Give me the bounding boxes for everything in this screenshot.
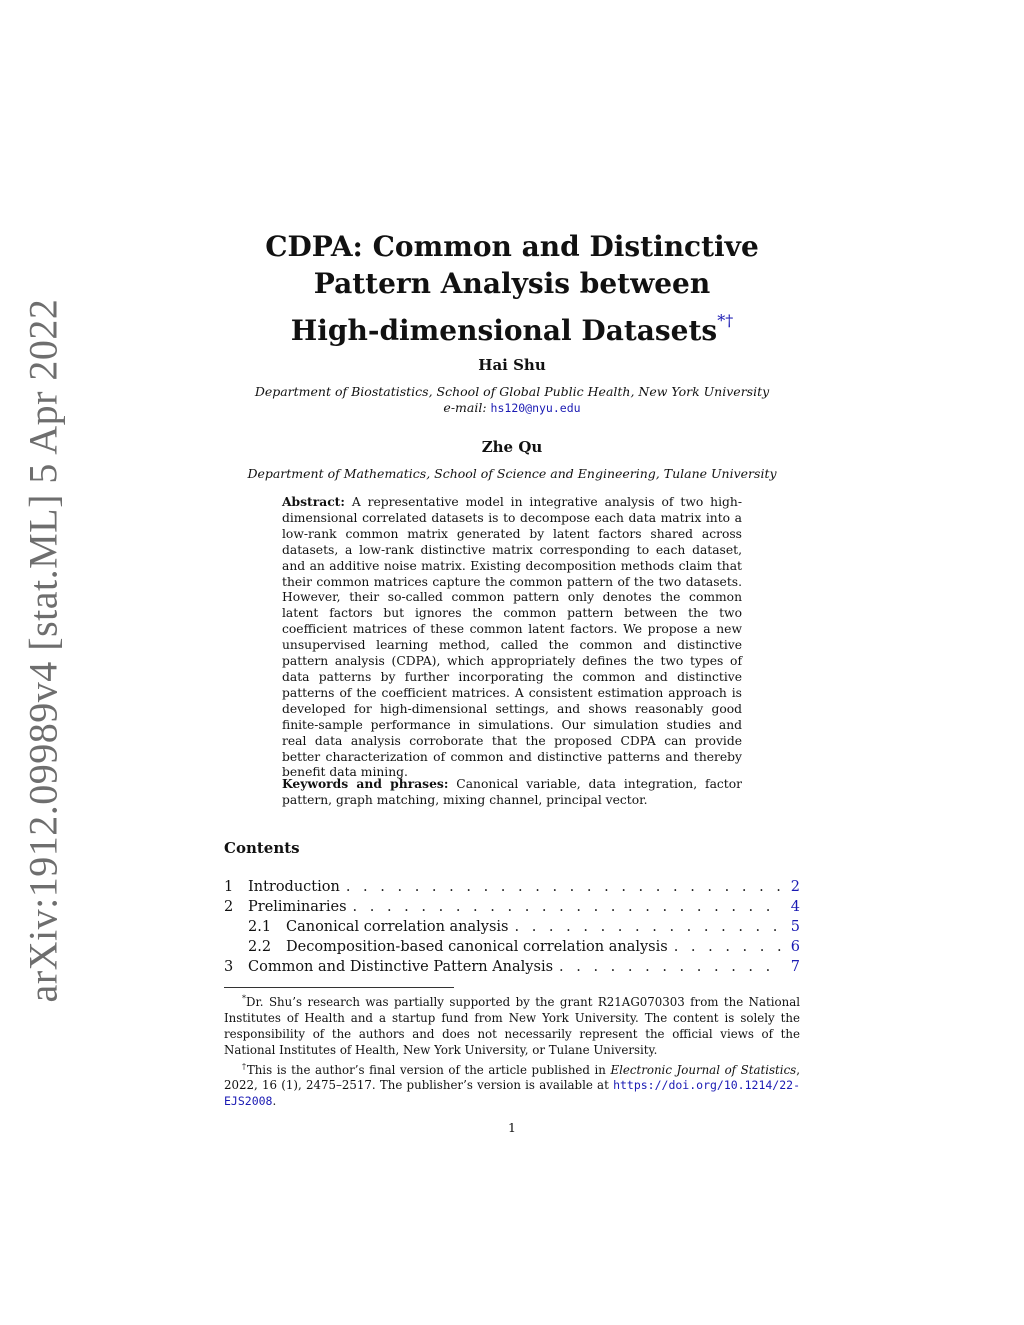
- author-name: Zhe Qu: [481, 438, 543, 456]
- email-label: e-mail:: [443, 400, 487, 415]
- author-email-link[interactable]: hs120@nyu.edu: [490, 401, 581, 415]
- toc-label: Introduction: [248, 879, 340, 895]
- footnote-mark: †: [242, 1061, 247, 1071]
- toc-leader: [559, 959, 782, 975]
- title-line-text: High-dimensional Datasets: [290, 314, 718, 347]
- toc-entry[interactable]: [224, 919, 800, 939]
- title-line: Pattern Analysis between: [313, 267, 711, 300]
- footnote-publication: [224, 1059, 800, 1111]
- toc-entry[interactable]: [224, 959, 800, 979]
- author-affiliation: Department of Biostatistics, School of Global Public Health, New York University: [254, 384, 770, 399]
- footnote-text: Dr. Shu’s research was partially supported by the grant R21AG070303 from the National Institutes of Health and a startup fund from New York University. The content is solely the responsibility of the authors and does not necessarily represent the official views of the National Institutes of Health, New York University, or Tulane University.: [224, 994, 800, 1057]
- author-affiliation: Department of Mathematics, School of Science and Engineering, Tulane University: [247, 466, 777, 481]
- arxiv-identifier: [18, 298, 68, 1002]
- toc-number: 3: [224, 959, 234, 975]
- paper-title: [200, 228, 824, 349]
- toc-page-link[interactable]: 5: [790, 919, 800, 935]
- toc-page-link[interactable]: 6: [790, 939, 800, 955]
- keywords-label: Keywords and phrases:: [282, 776, 449, 791]
- toc-page-link[interactable]: 7: [790, 959, 800, 975]
- toc-leader: [346, 879, 782, 895]
- contents-heading: Contents: [224, 839, 300, 857]
- toc-label: Decomposition-based canonical correlation analysis: [286, 939, 668, 955]
- keywords-text: Canonical variable, data integration, factor pattern, graph matching, mixing channel, principal vector.: [282, 777, 743, 807]
- toc-label: Common and Distinctive Pattern Analysis: [248, 959, 554, 975]
- title-footnote-marks[interactable]: *†: [717, 311, 734, 330]
- toc-page-link[interactable]: 2: [790, 879, 800, 895]
- arxiv-identifier-text: arXiv:1912.09989v4 [stat.ML] 5 Apr 2022: [20, 298, 66, 1002]
- journal-name: Electronic Journal of Statistics: [610, 1062, 797, 1077]
- author-name: Hai Shu: [478, 356, 546, 374]
- toc-number: 2: [224, 899, 234, 915]
- page-number: 1: [508, 1120, 516, 1135]
- footnote-funding: [224, 991, 800, 1059]
- abstract-text: A representative model in integrative analysis of two high-dimensional correlated datasets is to decompose each data matrix into a low-rank common matrix generated by latent factors shared across datasets, a low-rank distinctive matrix corresponding to each dataset, and an additive noise matrix. Existing decomposition methods claim that their common matrices capture the common pattern of the two datasets. However, their so-called common pattern only denotes the common latent factors but ignores the common pattern between the two coefficient matrices of these common latent factors. We propose a new unsupervised learning method, called the common and distinctive pattern analysis (CDPA), which appropriately defines the two types of data patterns by further incorporating the common and distinctive patterns of the coefficient matrices. A consistent estimation approach is developed for high-dimensional settings, and shows reasonably good finite-sample performance in simulations. Our simulation studies and real data analysis corroborate that the proposed CDPA can provide better characterization of common and distinctive patterns and thereby benefit data mining.: [282, 495, 742, 780]
- title-line: CDPA: Common and Distinctive: [265, 230, 759, 263]
- toc-leader: [674, 939, 782, 955]
- footnote-mark: *: [242, 994, 246, 1003]
- footnote-text: .: [272, 1094, 277, 1109]
- footnote-rule: [224, 987, 454, 988]
- footnote-text: This is the author’s final version of the article published in: [246, 1062, 611, 1077]
- toc-label: Preliminaries: [248, 899, 347, 915]
- toc-number: 1: [224, 879, 234, 895]
- abstract-label: Abstract:: [282, 494, 345, 509]
- toc-page-link[interactable]: 4: [790, 899, 800, 915]
- toc-number: 2.1: [248, 919, 272, 935]
- toc-leader: [353, 899, 782, 915]
- toc-entry[interactable]: [224, 879, 800, 899]
- keywords: [282, 776, 742, 809]
- toc-number: 2.2: [248, 939, 272, 955]
- toc-label: Canonical correlation analysis: [286, 919, 509, 935]
- title-line: [200, 302, 824, 349]
- toc-entry[interactable]: [224, 939, 800, 959]
- doi-link[interactable]: https://doi.org/10.1214/22-EJS2008: [224, 1078, 800, 1109]
- footnotes: [224, 991, 800, 1110]
- toc-leader: [515, 919, 783, 935]
- footnote-text: , 2022, 16 (1), 2475–2517. The publisher’s version is available at: [224, 1062, 800, 1093]
- abstract: [282, 494, 742, 781]
- table-of-contents: [224, 879, 800, 979]
- author-email-line: [200, 400, 824, 415]
- toc-entry[interactable]: [224, 899, 800, 919]
